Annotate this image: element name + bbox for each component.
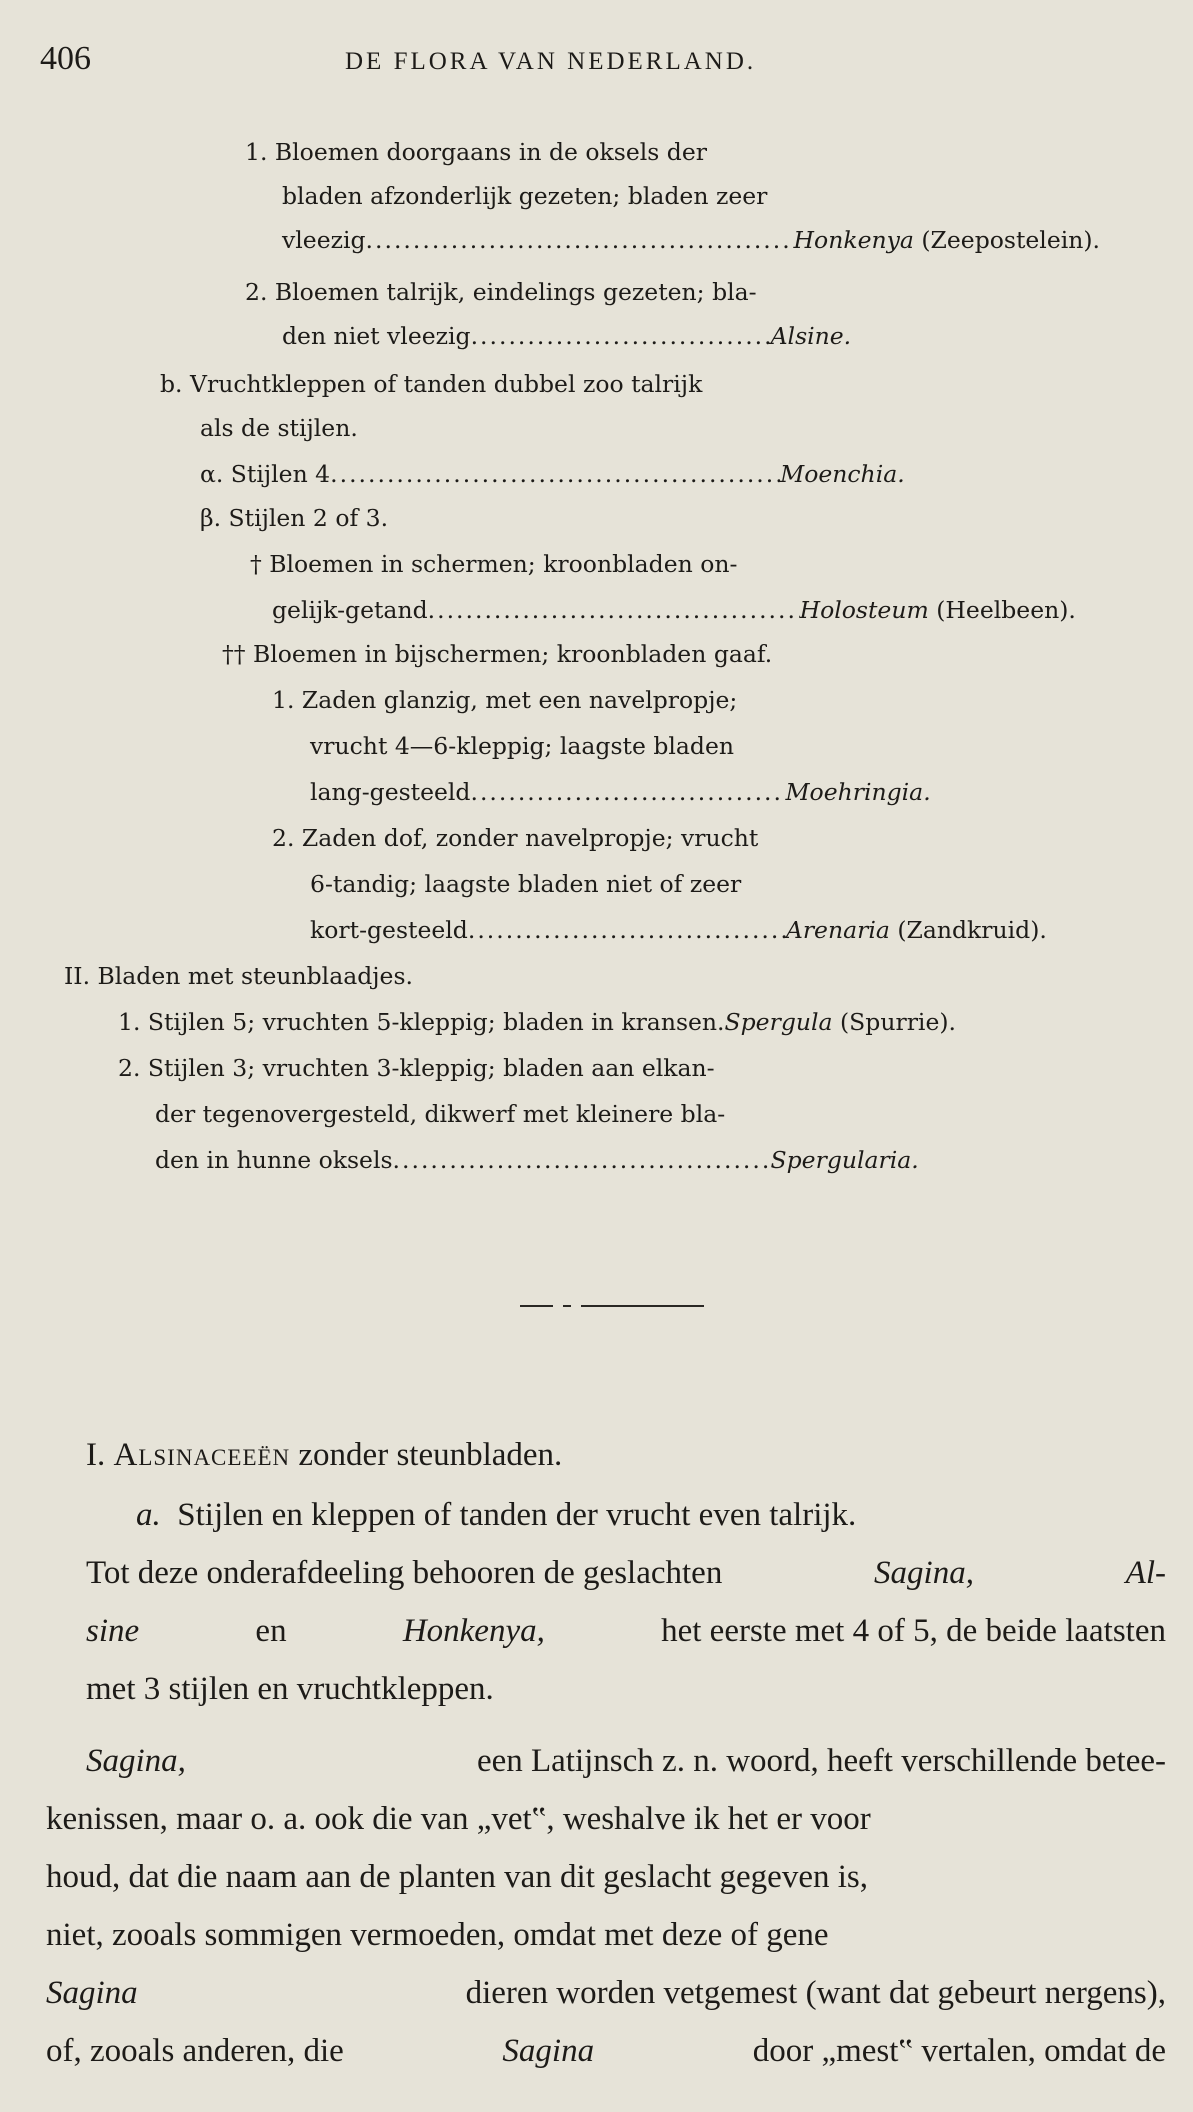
text-run: het eerste met 4 of 5, de beide laatsten [661, 1613, 1166, 1649]
leader-dots [468, 908, 786, 952]
key-line-text: 6-tandig; laagste bladen niet of zeer [310, 870, 742, 898]
text-run: Tot deze onderafdeeling behooren de geslachten [86, 1555, 723, 1591]
key-line [155, 1138, 919, 1182]
paragraph-line [86, 1664, 494, 1714]
key-line [272, 816, 758, 860]
key-line-text: vleezig [282, 226, 366, 254]
section-name: Alsinaceeën [113, 1437, 291, 1473]
key-line [200, 406, 358, 450]
key-line-text: gelijk-getand [272, 596, 428, 624]
key-line-text: der tegenovergesteld, dikwerf met kleinere bla- [155, 1100, 726, 1128]
key-line-text: den in hunne oksels [155, 1146, 393, 1174]
page-header [40, 40, 1160, 90]
text-run: niet, zooals sommigen vermoeden, omdat met deze of gene [46, 1917, 829, 1953]
genus-name: Al- [1125, 1555, 1166, 1591]
text-run: kenissen, maar o. a. ook die van „vet‟, weshalve ik het er voor [46, 1801, 871, 1837]
genus-name: sine [86, 1613, 140, 1649]
text-run: houd, dat die naam aan de planten van dit geslacht gegeven is, [46, 1859, 868, 1895]
key-line [282, 218, 1100, 262]
key-line-text: lang-gesteeld [310, 778, 471, 806]
genus-name: Arenaria [785, 916, 890, 944]
subsection-text: Stijlen en kleppen of tanden der vrucht even talrijk. [177, 1497, 857, 1533]
running-title: DE FLORA VAN NEDERLAND. [345, 48, 757, 75]
key-line-text: 1. Bloemen doorgaans in de oksels der [245, 138, 707, 166]
common-name: (Zandkruid). [897, 916, 1047, 944]
text-run: met 3 stijlen en vruchtkleppen. [86, 1671, 494, 1707]
key-line-text: den niet vleezig [282, 322, 471, 350]
genus-name: Sagina [502, 2033, 595, 2069]
key-line [200, 452, 905, 496]
text-run: een Latijnsch z. n. woord, heeft verschillende betee- [476, 1743, 1166, 1779]
key-line [160, 362, 702, 406]
key-line [282, 314, 851, 358]
common-name: (Zeepostelein). [921, 226, 1101, 254]
leader-dots [330, 452, 780, 496]
key-line [250, 542, 737, 586]
key-line [272, 588, 1076, 632]
paragraph-line [46, 1968, 1166, 2018]
key-line-text: † Bloemen in schermen; kroonbladen on- [250, 550, 738, 578]
subsection-heading [136, 1490, 1166, 1540]
key-line-text: 2. Bloemen talrijk, eindelings gezeten; bla- [245, 278, 757, 306]
key-line-text: vrucht 4—6-kleppig; laagste bladen [310, 732, 735, 760]
genus-name: Moehringia. [785, 778, 931, 806]
key-line-text: II. Bladen met steunblaadjes. [64, 962, 413, 990]
genus-name: Holosteum [799, 596, 929, 624]
section-heading-rest: zonder steunbladen. [298, 1437, 563, 1473]
subsection-label: a. [136, 1497, 161, 1533]
genus-name: Honkenya, [402, 1613, 545, 1649]
key-line-text: 2. Zaden dof, zonder navelpropje; vrucht [272, 824, 759, 852]
paragraph-line [46, 1910, 1166, 1960]
common-name: (Heelbeen). [936, 596, 1076, 624]
key-line [310, 724, 734, 768]
text-run: of, zooals anderen, die [46, 2033, 344, 2069]
key-line [200, 496, 388, 540]
key-line-text: †† Bloemen in bijschermen; kroonbladen gaaf. [222, 640, 773, 668]
key-line-text: kort-gesteeld [310, 916, 468, 944]
key-line [222, 632, 772, 676]
leader-dots [428, 588, 800, 632]
key-line [272, 678, 737, 722]
key-line [118, 1046, 715, 1090]
text-run: dieren worden vetgemest (want dat gebeurt nergens), [465, 1975, 1166, 2011]
paragraph-line [86, 1606, 1166, 1656]
text-run: door „mest‟ vertalen, omdat de [752, 2033, 1166, 2069]
key-line [310, 862, 741, 906]
key-line-text: α. Stijlen 4 [200, 460, 331, 488]
genus-name: Alsine. [770, 322, 852, 350]
section-divider [520, 1305, 704, 1307]
page-number: 406 [40, 40, 91, 77]
key-line-text: bladen afzonderlijk gezeten; bladen zeer [282, 182, 768, 210]
key-line [118, 1000, 956, 1044]
paragraph-line [46, 1794, 1166, 1844]
text-run: en [255, 1613, 287, 1649]
key-line [282, 174, 767, 218]
paragraph-line [86, 1736, 1166, 1786]
genus-name: Moenchia. [780, 460, 905, 488]
section-heading [86, 1430, 562, 1480]
key-line [310, 770, 931, 814]
key-line-text: β. Stijlen 2 of 3. [200, 504, 389, 532]
genus-name: Spergula [724, 1008, 833, 1036]
genus-name: Sagina [46, 1975, 138, 2011]
key-line [245, 270, 757, 314]
key-line-text: 1. Zaden glanzig, met een navelpropje; [272, 686, 738, 714]
genus-name: Sagina, [874, 1555, 974, 1591]
key-line [245, 130, 707, 174]
leader-dots [470, 770, 785, 814]
genus-name: Honkenya [793, 226, 914, 254]
key-line-text: 2. Stijlen 3; vruchten 3-kleppig; bladen aan elkan- [118, 1054, 715, 1082]
genus-name: Sagina, [86, 1743, 186, 1779]
paragraph-line [46, 2026, 1166, 2076]
genus-name: Spergularia. [770, 1146, 919, 1174]
leader-dots [471, 314, 771, 358]
key-line [155, 1092, 725, 1136]
key-line [64, 954, 413, 998]
key-line-text: als de stijlen. [200, 414, 358, 442]
common-name: (Spurrie). [840, 1008, 956, 1036]
leader-dots [366, 218, 794, 262]
paragraph-line [86, 1548, 1166, 1598]
key-line [310, 908, 1047, 952]
key-line-text: b. Vruchtkleppen of tanden dubbel zoo talrijk [160, 370, 703, 398]
key-line-text: 1. Stijlen 5; vruchten 5-kleppig; bladen in kransen. [118, 1008, 725, 1036]
leader-dots [393, 1138, 771, 1182]
paragraph-line [46, 1852, 1166, 1902]
section-numeral: I. [86, 1437, 106, 1473]
